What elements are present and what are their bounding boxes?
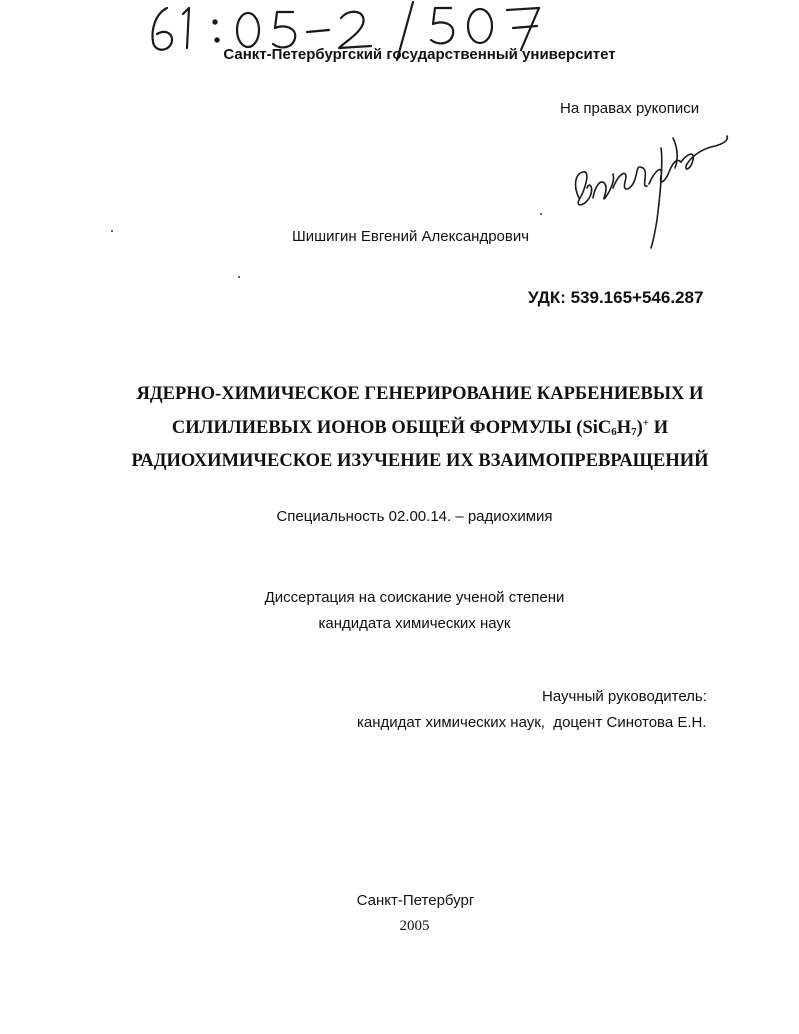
manuscript-rights-note: На правах рукописи: [560, 100, 700, 117]
title-line-2-suffix: И: [649, 418, 669, 438]
title-line-2-prefix: СИЛИЛИЕВЫХ ИОНОВ ОБЩЕЙ ФОРМУЛЫ (SiC: [171, 418, 612, 438]
year: 2005: [399, 918, 430, 934]
advisor-name: кандидат химических наук, доцент Синотова Е.Н.: [357, 714, 707, 731]
university-name: Санкт-Петербургский государственный университет: [223, 46, 616, 63]
title-formula-h: H: [616, 418, 632, 438]
advisor-label: Научный руководитель:: [542, 688, 707, 705]
title-line-1: ЯДЕРНО-ХИМИЧЕСКОЕ ГЕНЕРИРОВАНИЕ КАРБЕНИЕВЫХ И: [136, 384, 704, 404]
degree-line-2: кандидата химических наук: [318, 615, 511, 632]
scan-speck: [238, 276, 240, 278]
city: Санкт-Петербург: [356, 892, 475, 909]
signature-mark: [565, 128, 735, 253]
degree-statement: [0, 585, 799, 637]
title-line-2: [120, 409, 720, 447]
specialty: Специальность 02.00.14. – радиохимия: [276, 508, 553, 525]
title-line-3: РАДИОХИМИЧЕСКОЕ ИЗУЧЕНИЕ ИХ ВЗАИМОПРЕВРАЩЕНИЙ: [131, 451, 709, 471]
degree-line-1: Диссертация на соискание ученой степени: [264, 589, 565, 606]
dissertation-title: [120, 380, 720, 476]
author-name: Шишигин Евгений Александрович: [292, 228, 530, 245]
title-formula-sub-h: 7: [631, 426, 637, 438]
scan-speck: [540, 213, 542, 215]
title-formula-close: ): [636, 418, 643, 438]
udc-code: УДК: 539.165+546.287: [528, 288, 704, 307]
title-formula-charge: +: [642, 417, 650, 429]
scan-speck: [111, 230, 113, 232]
title-formula-sub-c: 6: [611, 426, 617, 438]
